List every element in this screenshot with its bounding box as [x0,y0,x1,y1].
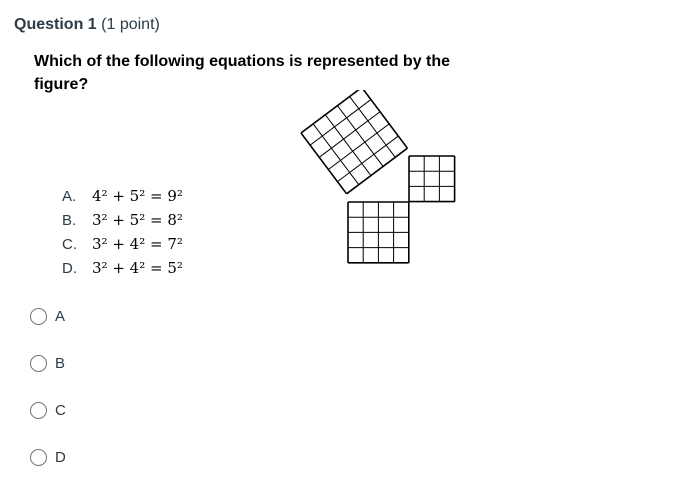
choice-c [62,232,212,256]
choice-d [62,256,212,280]
choice-equation: 3² + 4² = 7² [92,235,183,253]
question-points: (1 point) [101,16,160,33]
choice-equation: 3² + 5² = 8² [92,211,183,229]
answer-label: B [55,354,66,372]
answer-option-c[interactable] [30,398,66,422]
squares-diagram [296,90,460,266]
choice-a [62,184,212,208]
answer-label: D [55,448,66,466]
square-three-grid [409,156,455,202]
radio-button[interactable] [30,449,47,466]
question-number: Question 1 [14,16,97,33]
choice-letter: D. [62,259,77,277]
answer-option-a[interactable] [30,304,66,328]
choice-b [62,208,212,232]
square-five-grid [301,90,407,194]
square-four-grid [348,202,409,263]
radio-button[interactable] [30,402,47,419]
choice-equation: 4² + 5² = 9² [92,187,183,205]
radio-button[interactable] [30,355,47,372]
choice-letter: A. [62,187,77,205]
choice-letter: C. [62,235,77,253]
choices-list [62,184,212,280]
question-header [14,16,160,34]
answer-label: A [55,307,66,325]
choice-equation: 3² + 4² = 5² [92,259,183,277]
answer-option-d[interactable] [30,445,66,469]
question-text: Which of the following equations is represented by the figure? [34,53,451,93]
pythagorean-squares-figure [296,90,460,266]
answer-label: C [55,401,66,419]
choice-letter: B. [62,211,77,229]
radio-button[interactable] [30,308,47,325]
answer-option-b[interactable] [30,351,66,375]
answer-options [30,304,66,492]
